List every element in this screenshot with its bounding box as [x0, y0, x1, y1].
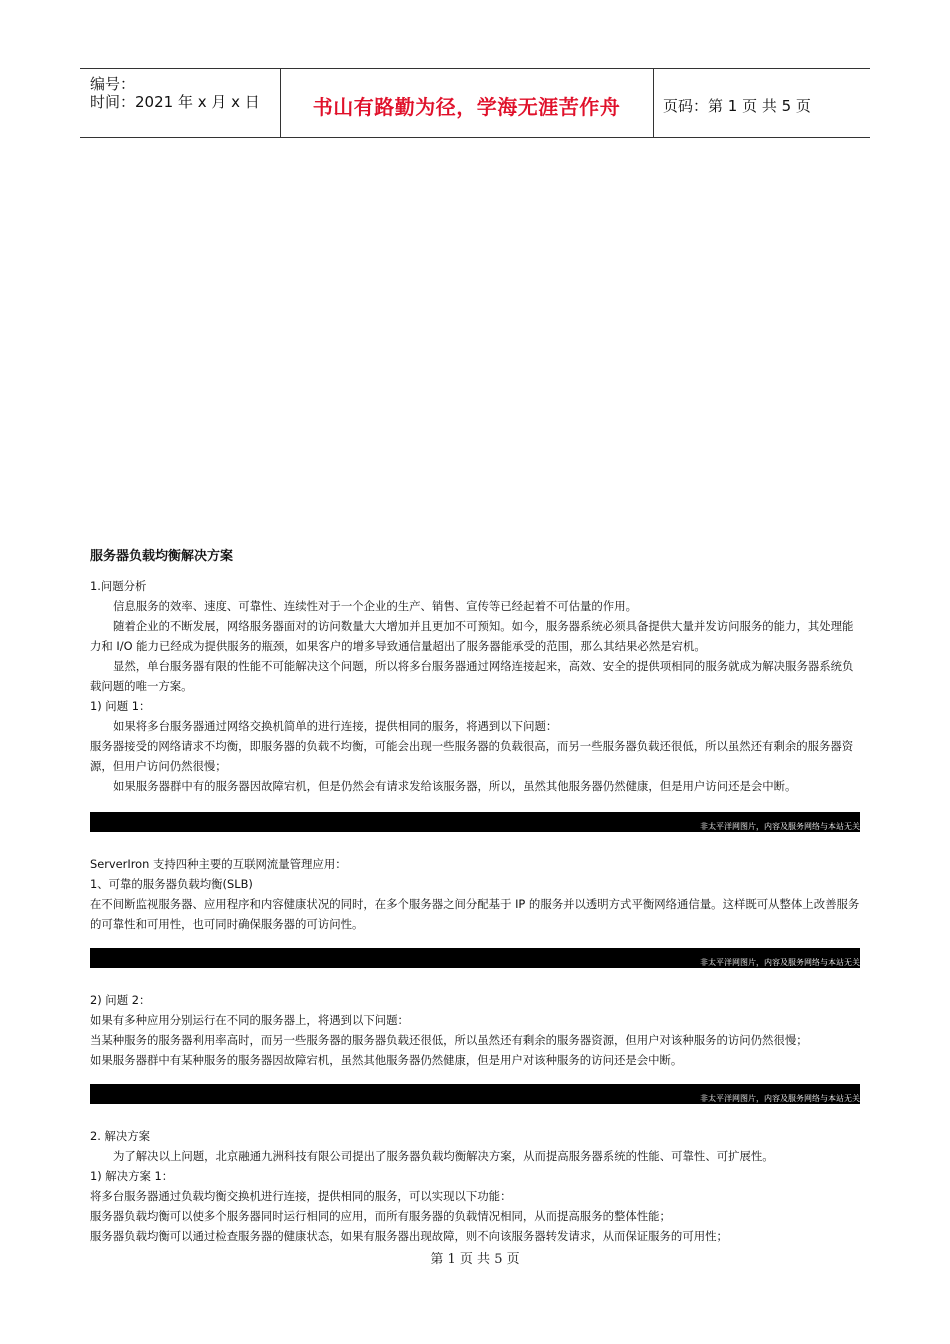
header-motto: 书山有路勤为径，学海无涯苦作舟 — [312, 95, 621, 119]
subsection-heading: 2) 问题 2： — [90, 993, 151, 1007]
document-body — [90, 546, 860, 1246]
image-caption: 非太平洋网图片，内容及服务网络与本站无关 — [700, 822, 860, 831]
paragraph: 如果有多种应用分别运行在不同的服务器上，将遇到以下问题： — [90, 1013, 409, 1027]
paragraph: 1、可靠的服务器负载均衡(SLB) — [90, 877, 253, 891]
document-title: 服务器负载均衡解决方案 — [90, 549, 234, 564]
paragraph: 随着企业的不断发展，网络服务器面对的访问数量大大增加并且更加不可预知。如今，服务器系统必须具备提供大量并发访问服务的能力，其处理能力和 I/O 能力已经成为提供服务的瓶颈，如果客户的增多导致通信量超出了服务器能承受的范围，那么其结果必然是宕机。 — [90, 619, 854, 653]
document-date: 时间：2021 年 x 月 x 日 — [90, 93, 260, 111]
paragraph: 显然，单台服务器有限的性能不可能解决这个问题，所以将多台服务器通过网络连接起来，高效、安全的提供项相同的服务就成为解决服务器系统负载问题的唯一方案。 — [90, 659, 854, 693]
header-table — [80, 68, 870, 138]
paragraph: ServerIron 支持四种主要的互联网流量管理应用： — [90, 857, 347, 871]
header-left-cell — [80, 69, 281, 137]
paragraph: 信息服务的效率、速度、可靠性、连续性对于一个企业的生产、销售、宣传等已经起着不可估量的作用。 — [113, 599, 637, 613]
paragraph: 如果将多台服务器通过网络交换机简单的进行连接，提供相同的服务，将遇到以下问题： — [113, 719, 558, 733]
image-caption: 非太平洋网图片，内容及服务网络与本站无关 — [700, 958, 860, 967]
paragraph: 如果服务器群中有的服务器因故障宕机，但是仍然会有请求发给该服务器，所以，虽然其他服务器仍然健康，但是用户访问还是会中断。 — [113, 779, 797, 793]
paragraph: 为了解决以上问题，北京融通九洲科技有限公司提出了服务器负载均衡解决方案，从而提高服务器系统的性能、可靠性、可扩展性。 — [113, 1149, 774, 1163]
paragraph: 当某种服务的服务器利用率高时，而另一些服务器的服务器负载还很低，所以虽然还有剩余的服务器资源，但用户对该种服务的访问仍然很慢； — [90, 1033, 808, 1047]
subsection-heading: 1) 问题 1： — [90, 699, 151, 713]
header-page-cell — [653, 69, 870, 137]
page-footer: 第 1 页 共 5 页 — [430, 1252, 520, 1267]
image-caption: 非太平洋网图片，内容及服务网络与本站无关 — [700, 1094, 860, 1103]
paragraph: 在不间断监视服务器、应用程序和内容健康状况的同时，在多个服务器之间分配基于 IP 的服务并以透明方式平衡网络通信量。这样既可从整体上改善服务的可靠性和可用性，也可同时确保服务器的可访问性。 — [90, 897, 860, 931]
image-placeholder — [90, 948, 860, 968]
header-motto-cell — [280, 69, 654, 137]
paragraph: 服务器负载均衡可以通过检查服务器的健康状态，如果有服务器出现故障，则不向该服务器转发请求，从而保证服务的可用性； — [90, 1229, 728, 1243]
document-number-label: 编号： — [90, 75, 136, 93]
image-placeholder — [90, 1084, 860, 1104]
image-placeholder — [90, 812, 860, 832]
paragraph: 如果服务器群中有某种服务的服务器因故障宕机，虽然其他服务器仍然健康，但是用户对该种服务的访问还是会中断。 — [90, 1053, 683, 1067]
header-page-info: 页码：第 1 页 共 5 页 — [663, 97, 811, 115]
paragraph: 服务器负载均衡可以使多个服务器同时运行相同的应用，而所有服务器的负载情况相同，从而提高服务的整体性能； — [90, 1209, 671, 1223]
paragraph: 服务器接受的网络请求不均衡，即服务器的负载不均衡，可能会出现一些服务器的负载很高，而另一些服务器负载还很低，所以虽然还有剩余的服务器资源，但用户访问仍然很慢； — [90, 739, 854, 773]
section-heading: 1.问题分析 — [90, 579, 147, 593]
section-heading: 2. 解决方案 — [90, 1129, 151, 1143]
subsection-heading: 1) 解决方案 1： — [90, 1169, 174, 1183]
paragraph: 将多台服务器通过负载均衡交换机进行连接，提供相同的服务，可以实现以下功能： — [90, 1189, 512, 1203]
